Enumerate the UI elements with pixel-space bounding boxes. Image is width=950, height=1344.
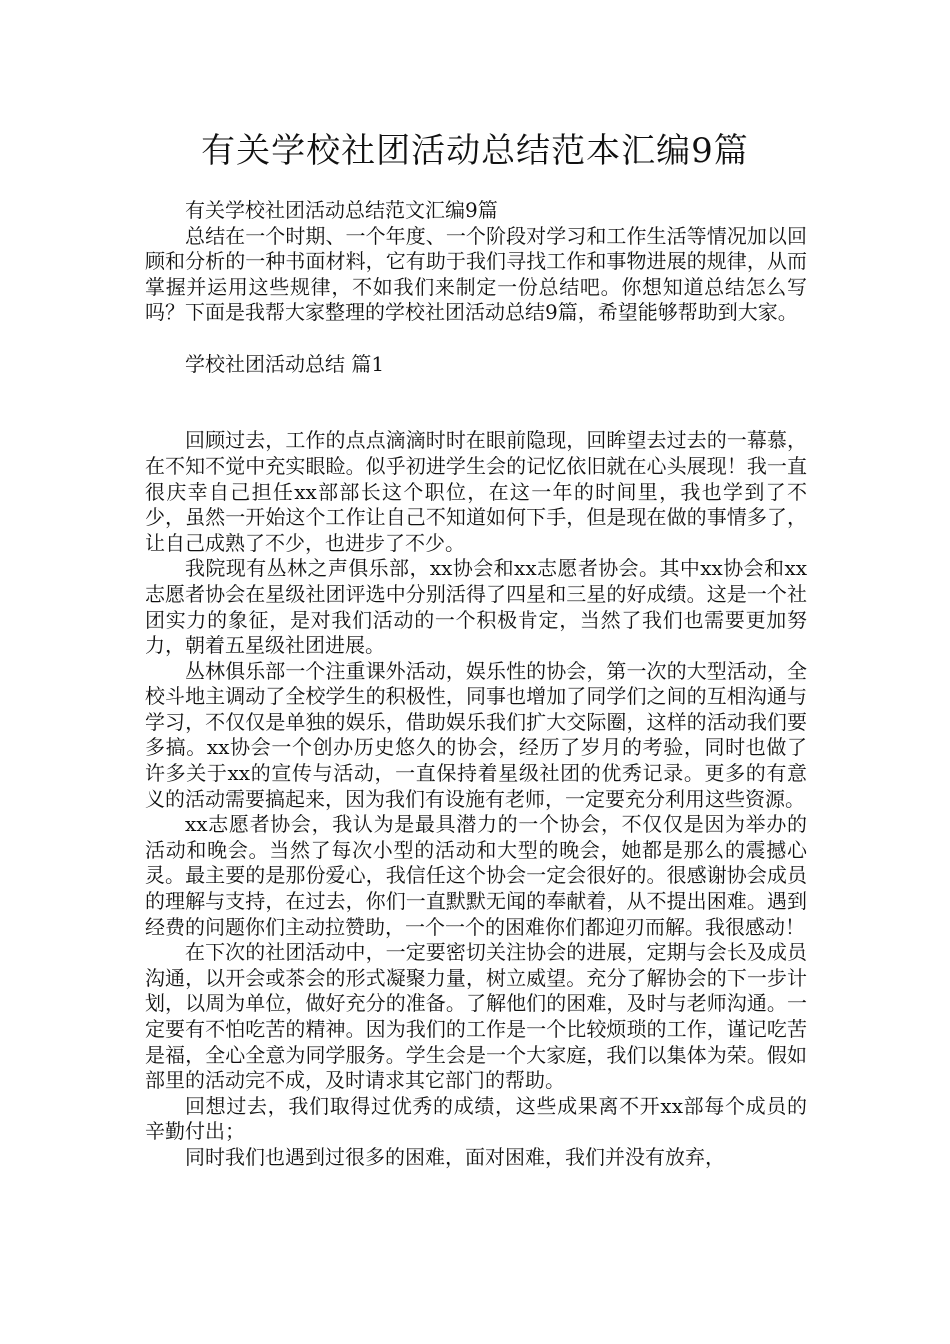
document-title: 有关学校社团活动总结范本汇编9篇 [201,131,749,171]
body-paragraph: 在下次的社团活动中，一定要密切关注协会的进展，定期与会长及成员沟通，以开会或茶会的形式凝聚力量，树立威望。充分了解协会的下一步计划，以周为单位，做好充分的准备。了解他们的困难，及时与老师沟通。一定要有不怕吃苦的精神。因为我们的工作是一个比较烦琐的工作，谨记吃苦是福，全心全意为同学服务。学生会是一个大家庭，我们以集体为荣。假如部里的活动完不成，及时请求其它部门的帮助。 [145,940,807,1093]
body-paragraph: xx志愿者协会，我认为是最具潜力的一个协会，不仅仅是因为举办的活动和晚会。当然了每次小型的活动和大型的晚会，她都是那么的震撼心灵。最主要的是那份爱心，我信任这个协会一定会很好的。很感谢协会成员的理解与支持，在过去，你们一直默默无闻的奉献着，从不提出困难。遇到经费的问题你们主动拉赞助，一个一个的困难你们都迎刃而解。我很感动！ [145,812,807,939]
document-body [145,198,807,1171]
document-subtitle: 有关学校社团活动总结范文汇编9篇 [185,198,498,222]
body-paragraph: 同时我们也遇到过很多的困难，面对困难，我们并没有放弃， [185,1144,725,1169]
intro-paragraph: 总结在一个时期、一个年度、一个阶段对学习和工作生活等情况加以回顾和分析的一种书面材料，它有助于我们寻找工作和事物进展的规律，从而掌握并运用这些规律，不如我们来制定一份总结吧。你想知道总结怎么写吗？下面是我帮大家整理的学校社团活动总结9篇，希望能够帮助到大家。 [145,223,807,325]
blank-line [145,377,807,403]
body-paragraph: 我院现有丛林之声俱乐部，xx协会和xx志愿者协会。其中xx协会和xx志愿者协会在星级社团评选中分别活得了四星和三星的好成绩。这是一个社团实力的象征，是对我们活动的一个积极肯定，当然了我们也需要更加努力，朝着五星级社团进展。 [145,556,807,658]
blank-line [145,403,807,429]
body-paragraph: 回顾过去，工作的点点滴滴时时在眼前隐现，回眸望去过去的一幕慕，在不知不觉中充实眼睑。似乎初进学生会的记忆依旧就在心头展现！我一直很庆幸自己担任xx部部长这个职位，在这一年的时间里，我也学到了不少，虽然一开始这个工作让自己不知道如何下手，但是现在做的事情多了，让自己成熟了不少，也进步了不少。 [145,428,807,555]
section-heading: 学校社团活动总结 篇1 [185,351,385,376]
blank-line [145,326,807,352]
body-paragraph: 回想过去，我们取得过优秀的成绩，这些成果离不开xx部每个成员的辛勤付出； [145,1093,807,1144]
body-paragraph: 丛林俱乐部一个注重课外活动，娱乐性的协会，第一次的大型活动，全校斗地主调动了全校学生的积极性，同事也增加了同学们之间的互相沟通与学习，不仅仅是单独的娱乐，借助娱乐我们扩大交际圈，这样的活动我们要多搞。xx协会一个创办历史悠久的协会，经历了岁月的考验，同时也做了许多关于xx的宣传与活动，一直保持着星级社团的优秀记录。更多的有意义的活动需要搞起来，因为我们有设施有老师，一定要充分利用这些资源。 [145,658,807,811]
